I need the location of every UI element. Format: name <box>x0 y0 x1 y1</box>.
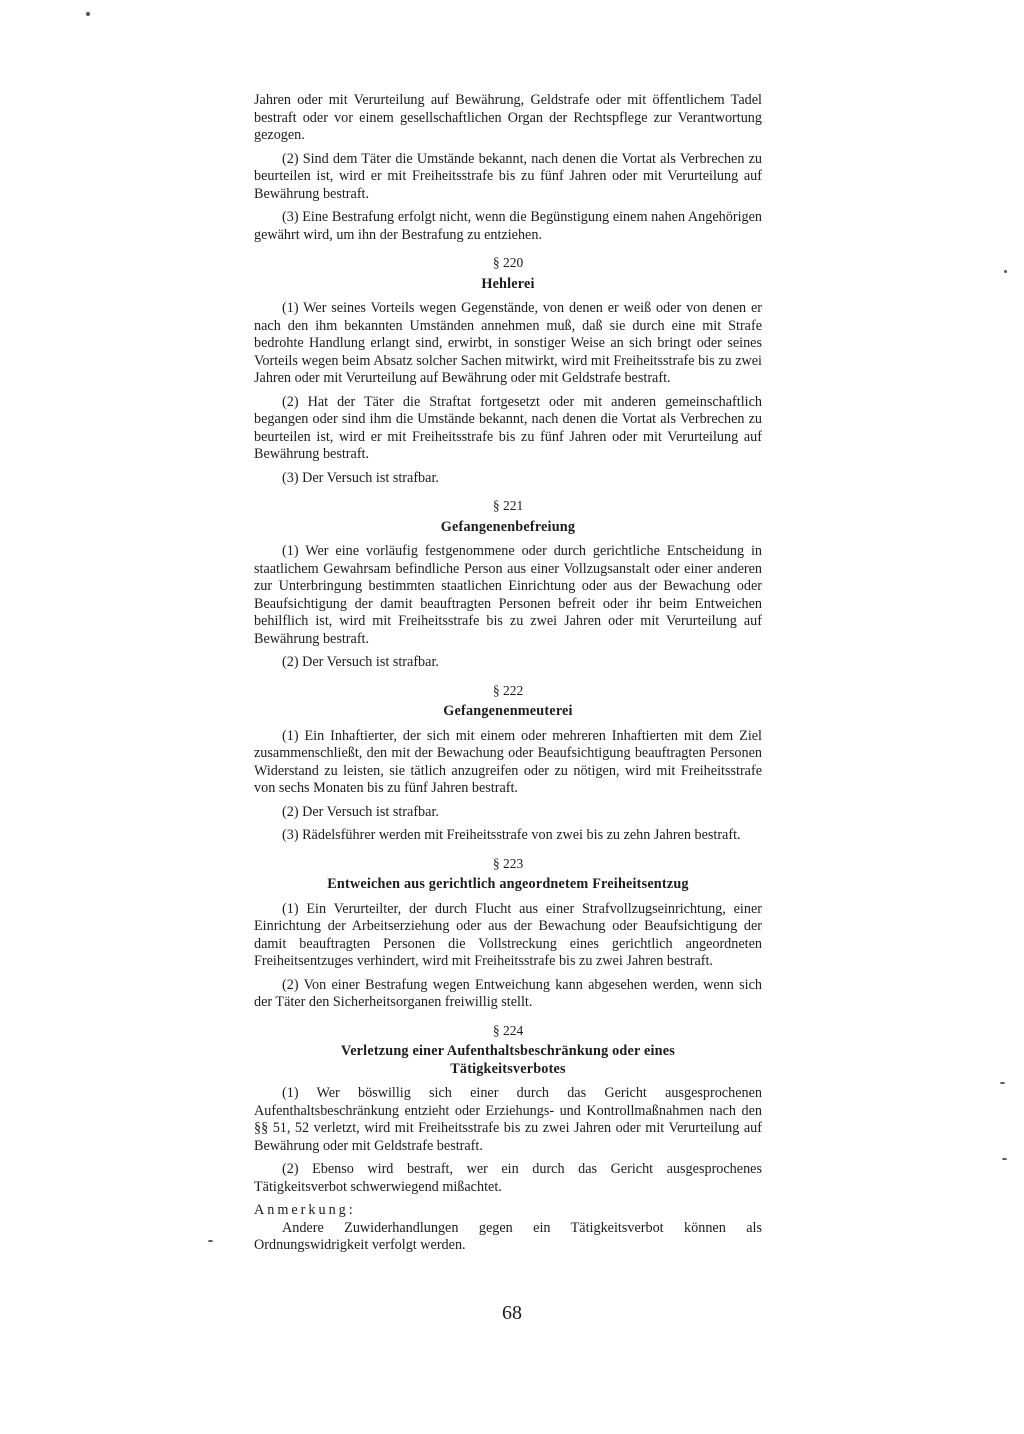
section-number: § 221 <box>492 498 524 513</box>
section-number: § 223 <box>492 855 524 871</box>
section-223 <box>254 855 762 1012</box>
scan-speck <box>1004 270 1007 273</box>
intro-paragraph: (2) Sind dem Täter die Umstände bekannt, nach denen die Vortat als Verbrechen zu beurteilen ist, wird er mit Freiheitsstrafe bis zu fünf Jahren oder mit Verurteilung auf Bewährung bestraft. <box>254 150 762 202</box>
section-paragraph: (1) Ein Inhaftierter, der sich mit einem oder mehreren Inhaftierten mit dem Ziel zusammenschließt, den mit der Bewachung oder Beaufsichtigung beauftragten Personen Widerstand zu leisten, sie tätlich anzugreifen oder zu nötigen, wird mit Freiheitsstrafe von sechs Monaten bis zu fünf Jahren bestraft. <box>254 727 762 796</box>
section-paragraph: (2) Der Versuch ist strafbar. <box>282 654 439 670</box>
section-paragraph: (2) Der Versuch ist strafbar. <box>282 803 439 820</box>
section-paragraph: (1) Wer eine vorläufig festgenommene oder durch gerichtliche Entscheidung in staatlichem Gewahrsam befindliche Person aus einer Vollzugsanstalt oder einer anderen zur Unterbringung bestimmten staatlichen Einrichtung oder aus der Bewachung oder Beaufsichtigung der damit beauftragten Personen befreit oder ihr beim Entweichen behilflich ist, wird mit Freiheitsstrafe bis zu zwei Jahren oder mit Verurteilung auf Bewährung bestraft. <box>254 543 762 647</box>
section-paragraph: (1) Ein Verurteilter, der durch Flucht aus einer Strafvollzugseinrichtung, einer Einrichtung der Arbeitserziehung oder aus der Bewachung oder Beaufsichtigung der damit beauftragten Personen die Vollstreckung eines gerichtlich angeordneten Freiheitsentzuges verhindert, wird mit Freiheitsstrafe bis zu zwei Jahren bestraft. <box>254 900 762 969</box>
section-paragraph: (2) Ebenso wird bestraft, wer ein durch das Gericht ausgesprochenes Tätigkeitsverbot schwerwiegend mißachtet. <box>254 1161 762 1195</box>
section-paragraph: (2) Hat der Täter die Straftat fortgesetzt oder mit anderen gemeinschaftlich begangen oder sind ihm die Umstände bekannt, nach denen die Vortat als Verbrechen zu beurteilen ist, wird er mit Freiheitsstrafe bis zu fünf Jahren oder mit Verurteilung auf Bewährung bestraft. <box>254 393 762 462</box>
section-224 <box>254 1022 762 1197</box>
section-number: § 220 <box>492 255 524 270</box>
section-title: Entweichen aus gerichtlich angeordnetem Freiheitsentzug <box>327 876 689 892</box>
section-number: § 222 <box>492 682 524 698</box>
section-paragraph: (1) Wer böswillig sich einer durch das Gericht ausgesprochenen Aufenthaltsbeschränkung entzieht oder Erziehungs- und Kontrollmaßnahmen nach den §§ 51, 52 verletzt, wird mit Freiheitsstrafe bis zu zwei Jahren oder mit Verurteilung auf Bewährung oder mit Geldstrafe bestraft. <box>254 1085 762 1154</box>
scan-speck <box>1002 1158 1007 1160</box>
scan-speck <box>1000 1082 1005 1084</box>
page-number: 68 <box>502 1302 522 1324</box>
section-title: Hehlerei <box>481 275 535 292</box>
section-title: Verletzung einer Aufenthaltsbeschränkung oder eines Tätigkeitsverbotes <box>341 1043 675 1077</box>
note-label: Anmerkung: <box>254 1202 356 1218</box>
section-220 <box>254 254 762 487</box>
section-paragraph: (1) Wer seines Vorteils wegen Gegenstände, von denen er weiß oder von denen er nach den ihm bekannten Umständen annehmen muß, daß sie durch eine mit Strafe bedrohte Handlung erlangt sind, erwirbt, in sonstiger Weise an sich bringt oder seines Vorteils wegen beim Absatz solcher Sachen mitwirkt, wird mit Freiheitsstrafe bis zu zwei Jahren oder mit Verurteilung auf Bewährung oder mit Geldstrafe bestraft. <box>254 300 762 386</box>
scan-speck <box>208 1240 213 1242</box>
section-221 <box>254 497 762 672</box>
section-title: Gefangenenbefreiung <box>440 518 576 535</box>
section-paragraph: (3) Rädelsführer werden mit Freiheitsstrafe von zwei bis zu zehn Jahren bestraft. <box>282 827 741 843</box>
intro-paragraph: Jahren oder mit Verurteilung auf Bewährung, Geldstrafe oder mit öffentlichem Tadel bestraft oder vor einem gesellschaftlichen Organ der Rechtspflege zur Verantwortung gezogen. <box>254 92 762 143</box>
section-paragraph: (2) Von einer Bestrafung wegen Entweichung kann abgesehen werden, wenn sich der Täter den Sicherheitsorganen freiwillig stellt. <box>254 976 762 1010</box>
intro-paragraph: (3) Eine Bestrafung erfolgt nicht, wenn die Begünstigung einem nahen Angehörigen gewährt wird, um ihn der Bestrafung zu entziehen. <box>254 209 762 243</box>
scan-speck <box>86 12 90 16</box>
section-number: § 224 <box>492 1022 524 1038</box>
note-text: Andere Zuwiderhandlungen gegen ein Tätigkeitsverbot können als Ordnungswidrigkeit verfolgt werden. <box>254 1219 762 1253</box>
section-title: Gefangenenmeuterei <box>443 703 573 719</box>
section-paragraph: (3) Der Versuch ist strafbar. <box>282 469 439 486</box>
document-page <box>254 92 762 1255</box>
section-222 <box>254 682 762 845</box>
